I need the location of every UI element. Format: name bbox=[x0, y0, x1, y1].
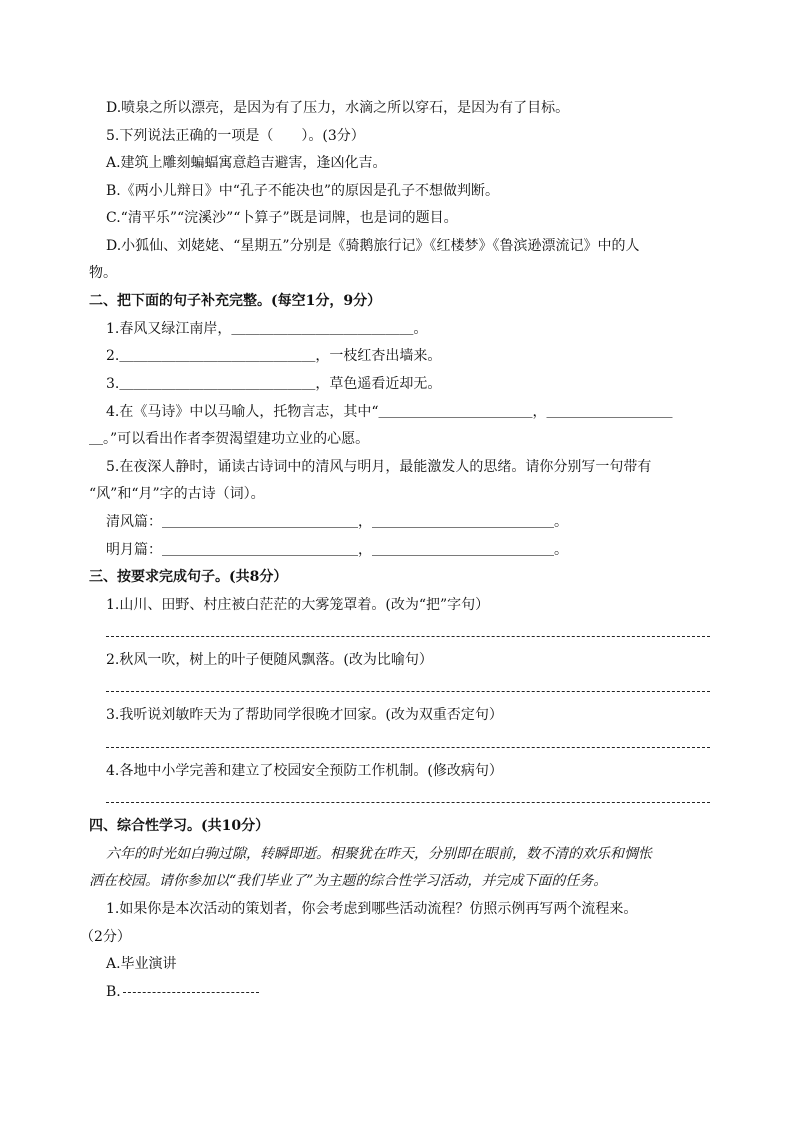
q5-option-d-line1: D.小狐仙、刘姥姥、“星期五”分别是《骑鹅旅行记》《红楼梦》《鲁滨逊漂流记》中的人 bbox=[106, 238, 640, 254]
q5-option-c: C.“清平乐”“浣溪沙”“卜算子”既是词牌，也是词的题目。 bbox=[106, 210, 458, 226]
section2-moon-line: 明月篇：＿＿＿＿＿＿＿＿＿＿＿＿＿＿，＿＿＿＿＿＿＿＿＿＿＿＿＿。 bbox=[106, 542, 568, 558]
section2-item5-line2: “风”和“月”字的古诗（词）。 bbox=[89, 486, 265, 502]
answer-blank bbox=[123, 992, 259, 993]
section3-title: 三、按要求完成句子。(共8分） bbox=[89, 569, 288, 585]
q5-stem: 5.下列说法正确的一项是（ ）。(3分） bbox=[106, 128, 365, 144]
q4-option-d: D.喷泉之所以漂亮，是因为有了压力，水滴之所以穿石，是因为有了目标。 bbox=[106, 100, 570, 116]
answer-line bbox=[106, 636, 710, 637]
section3-item1: 1.山川、田野、村庄被白茫茫的大雾笼罩着。(改为“把”字句） bbox=[106, 597, 490, 613]
section4-option-b bbox=[106, 982, 259, 1002]
section2-item5-line1: 5.在夜深人静时，诵读古诗词中的清风与明月，最能激发人的思绪。请你分别写一句带有 bbox=[106, 459, 652, 475]
section4-option-a: A.毕业演讲 bbox=[106, 956, 177, 972]
q5-option-a: A.建筑上雕刻蝙蝠寓意趋吉避害，逢凶化吉。 bbox=[106, 155, 387, 171]
answer-line bbox=[106, 691, 710, 692]
section3-item3: 3.我听说刘敏昨天为了帮助同学很晚才回家。(改为双重否定句） bbox=[106, 707, 503, 723]
section2-item4-line1: 4.在《马诗》中以马喻人，托物言志，其中“＿＿＿＿＿＿＿＿＿＿＿，＿＿＿＿＿＿＿＿＿ bbox=[106, 404, 673, 420]
answer-line bbox=[106, 747, 710, 748]
section2-title: 二、把下面的句子补充完整。(每空1分，9分） bbox=[89, 293, 382, 309]
section4-title: 四、综合性学习。(共10分） bbox=[89, 818, 270, 834]
q5-option-b: B.《两小儿辩日》中“孔子不能决也”的原因是孔子不想做判断。 bbox=[106, 183, 500, 199]
section4-intro-line2: 洒在校园。请你参加以“我们毕业了”为主题的综合性学习活动，并完成下面的任务。 bbox=[89, 873, 608, 889]
section2-item4-line2: ＿。”可以看出作者李贺渴望建功立业的心愿。 bbox=[89, 431, 370, 447]
section2-item3: 3.＿＿＿＿＿＿＿＿＿＿＿＿＿＿，草色遥看近却无。 bbox=[106, 376, 442, 392]
section4-option-b-label: B. bbox=[106, 984, 121, 1000]
section2-item1: 1.春风又绿江南岸，＿＿＿＿＿＿＿＿＿＿＿＿＿。 bbox=[106, 321, 428, 337]
section4-item1-line2: （2分） bbox=[80, 929, 131, 945]
section4-intro-line1: 六年的时光如白驹过隙，转瞬即逝。相聚犹在昨天，分别即在眼前，数不清的欢乐和惆怅 bbox=[106, 846, 652, 862]
section3-item2: 2.秋风一吹，树上的叶子便随风飘落。(改为比喻句） bbox=[106, 652, 433, 668]
section3-item4: 4.各地中小学完善和建立了校园安全预防工作机制。(修改病句） bbox=[106, 763, 503, 779]
section2-wind-line: 清风篇：＿＿＿＿＿＿＿＿＿＿＿＿＿＿，＿＿＿＿＿＿＿＿＿＿＿＿＿。 bbox=[106, 514, 568, 530]
answer-line bbox=[106, 802, 710, 803]
section4-item1-line1: 1.如果你是本次活动的策划者，你会考虑到哪些活动流程？仿照示例再写两个流程来。 bbox=[106, 901, 638, 917]
section2-item2: 2.＿＿＿＿＿＿＿＿＿＿＿＿＿＿，一枝红杏出墙来。 bbox=[106, 348, 442, 364]
q5-option-d-line2: 物。 bbox=[89, 265, 117, 281]
